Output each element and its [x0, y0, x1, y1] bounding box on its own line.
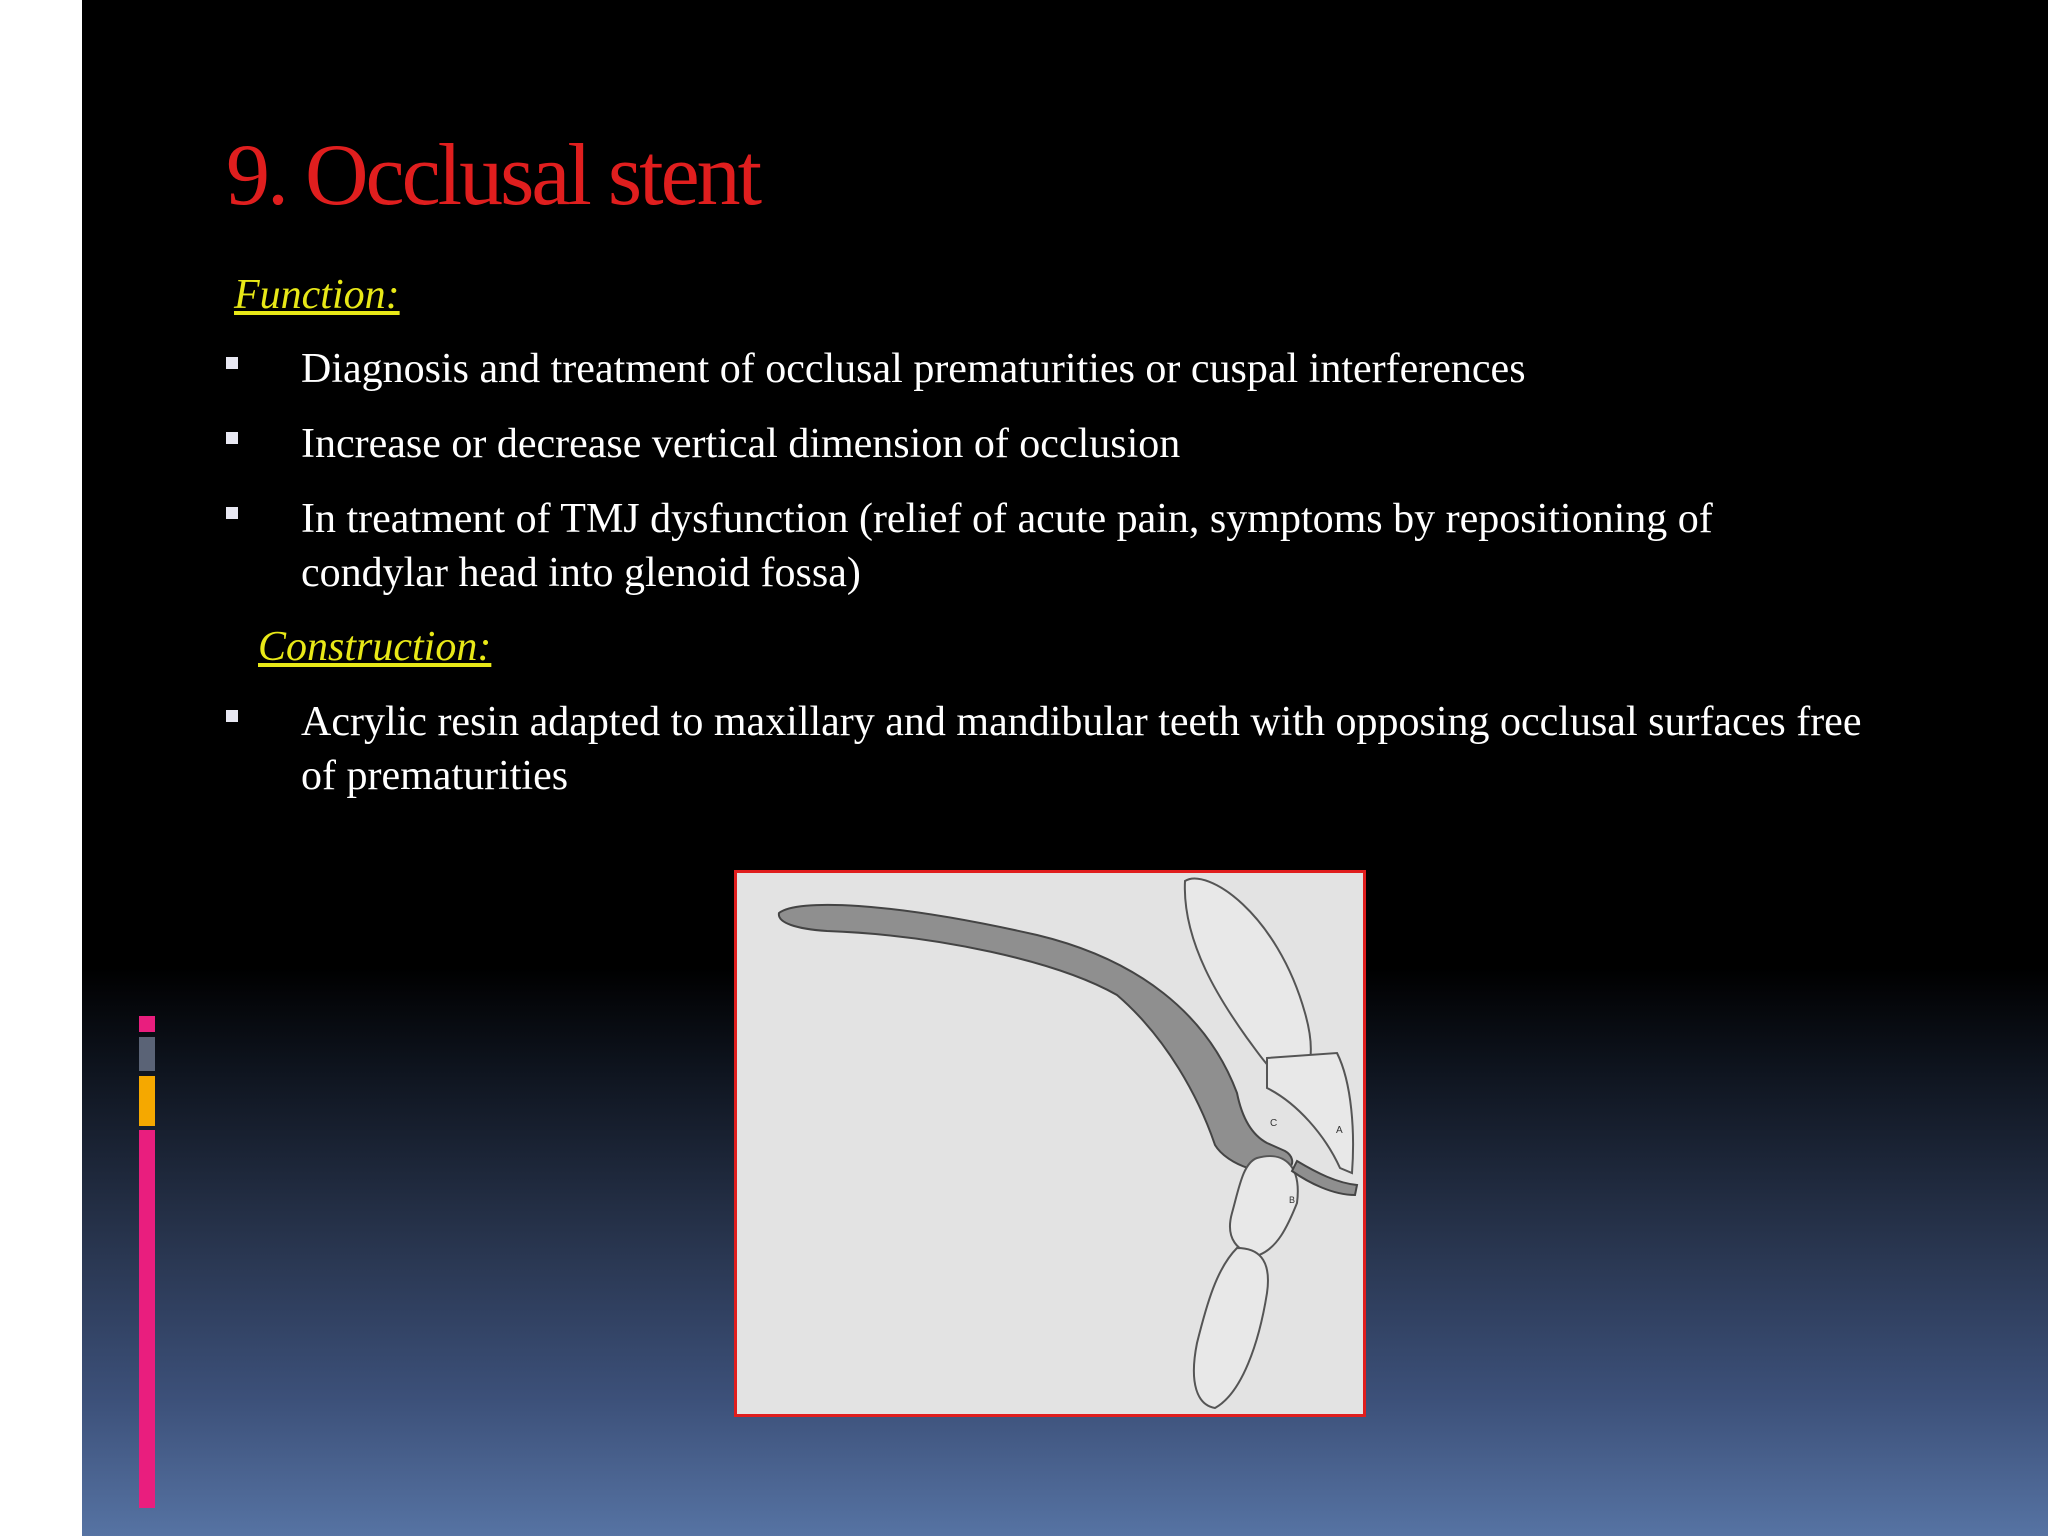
- figure-label-b: B: [1289, 1195, 1296, 1205]
- occlusal-stent-diagram: [734, 870, 1366, 1417]
- bullet-marker: [226, 507, 238, 519]
- left-white-strip: [0, 0, 82, 1536]
- figure-label-a: A: [1336, 1125, 1343, 1136]
- accent-block-slate: [139, 1037, 155, 1071]
- slide-title: 9. Occlusal stent: [226, 127, 760, 224]
- bullet-text: Diagnosis and treatment of occlusal prematurities or cuspal interferences: [301, 346, 1526, 392]
- bullet-text: Increase or decrease vertical dimension of occlusion: [301, 421, 1181, 467]
- decorative-stripes: [130, 150, 162, 236]
- function-bullet-3: [226, 492, 1866, 600]
- construction-bullet-1: [226, 695, 1866, 803]
- accent-block-orange: [139, 1076, 155, 1126]
- construction-heading: Construction:: [258, 624, 492, 670]
- bullet-marker: [226, 710, 238, 722]
- bullet-marker: [226, 432, 238, 444]
- function-bullet-1: [226, 342, 1866, 396]
- accent-block-pink-small: [139, 1016, 155, 1032]
- function-bullet-2: [226, 417, 1866, 471]
- bullet-text: Acrylic resin adapted to maxillary and mandibular teeth with opposing occlusal surfaces free of prematurities: [301, 699, 1862, 799]
- figure-label-c: C: [1270, 1118, 1278, 1129]
- bullet-text: In treatment of TMJ dysfunction (relief of acute pain, symptoms by repositioning of condylar head into glenoid fossa): [301, 496, 1713, 596]
- function-heading: Function:: [234, 272, 400, 318]
- accent-bar-pink: [139, 1130, 155, 1508]
- bullet-marker: [226, 357, 238, 369]
